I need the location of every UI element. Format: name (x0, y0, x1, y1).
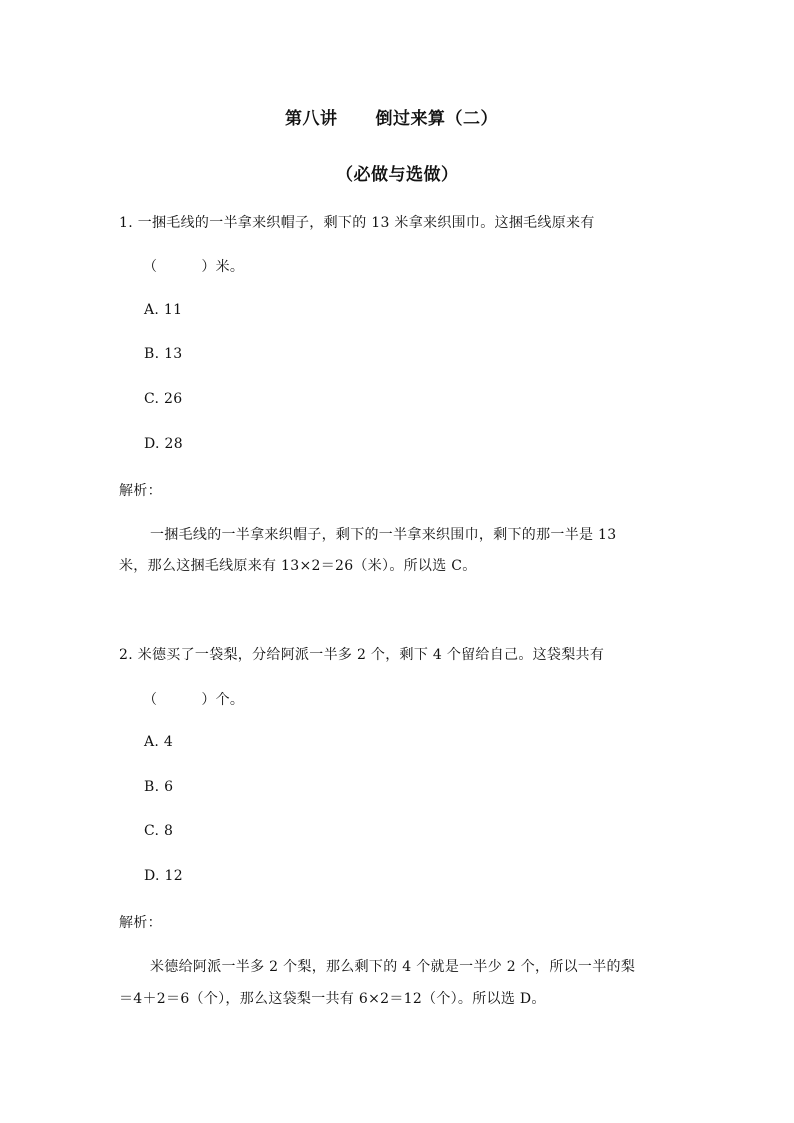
question-2-option-a: A. 4 (144, 734, 174, 750)
question-1-analysis-label: 解析： (119, 483, 162, 499)
blank-close-text: ）米。 (201, 259, 245, 275)
question-1-stem: 1. 一捆毛线的一半拿来织帽子，剩下的 13 米拿来织围巾。这捆毛线原来有 (119, 215, 595, 231)
question-2-analysis-line-2: ＝4＋2＝6（个），那么这袋梨一共有 6×2＝12（个）。所以选 D。 (119, 991, 546, 1007)
lecture-title: 倒过来算（二） (375, 109, 498, 129)
question-1-analysis-line-1: 一捆毛线的一半拿来织帽子，剩下的一半拿来织围巾，剩下的那一半是 13 (150, 527, 617, 543)
question-1-option-a: A. 11 (144, 302, 183, 318)
question-2-option-c: C. 8 (144, 823, 174, 839)
question-2-analysis-label: 解析： (119, 915, 162, 931)
page-subtitle: （必做与选做） (336, 165, 459, 185)
question-1-option-b: B. 13 (144, 346, 183, 362)
page-title (285, 104, 498, 129)
question-2-blank-line (143, 689, 244, 709)
lecture-number: 第八讲 (285, 109, 338, 129)
question-2-stem: 2. 米德买了一袋梨，分给阿派一半多 2 个，剩下 4 个留给自己。这袋梨共有 (119, 647, 605, 663)
question-1-analysis-line-2: 米，那么这捆毛线原来有 13×2＝26（米）。所以选 C。 (119, 558, 477, 574)
question-2-analysis-line-1: 米德给阿派一半多 2 个梨，那么剩下的 4 个就是一半少 2 个，所以一半的梨 (150, 959, 636, 975)
blank-open-paren: （ (143, 259, 158, 275)
blank-close-text: ）个。 (201, 692, 245, 708)
question-2-option-b: B. 6 (144, 779, 174, 795)
question-1-option-d: D. 28 (144, 436, 183, 452)
question-2-option-d: D. 12 (144, 868, 183, 884)
blank-open-paren: （ (143, 692, 158, 708)
question-1-option-c: C. 26 (144, 391, 183, 407)
question-1-blank-line (143, 256, 244, 276)
